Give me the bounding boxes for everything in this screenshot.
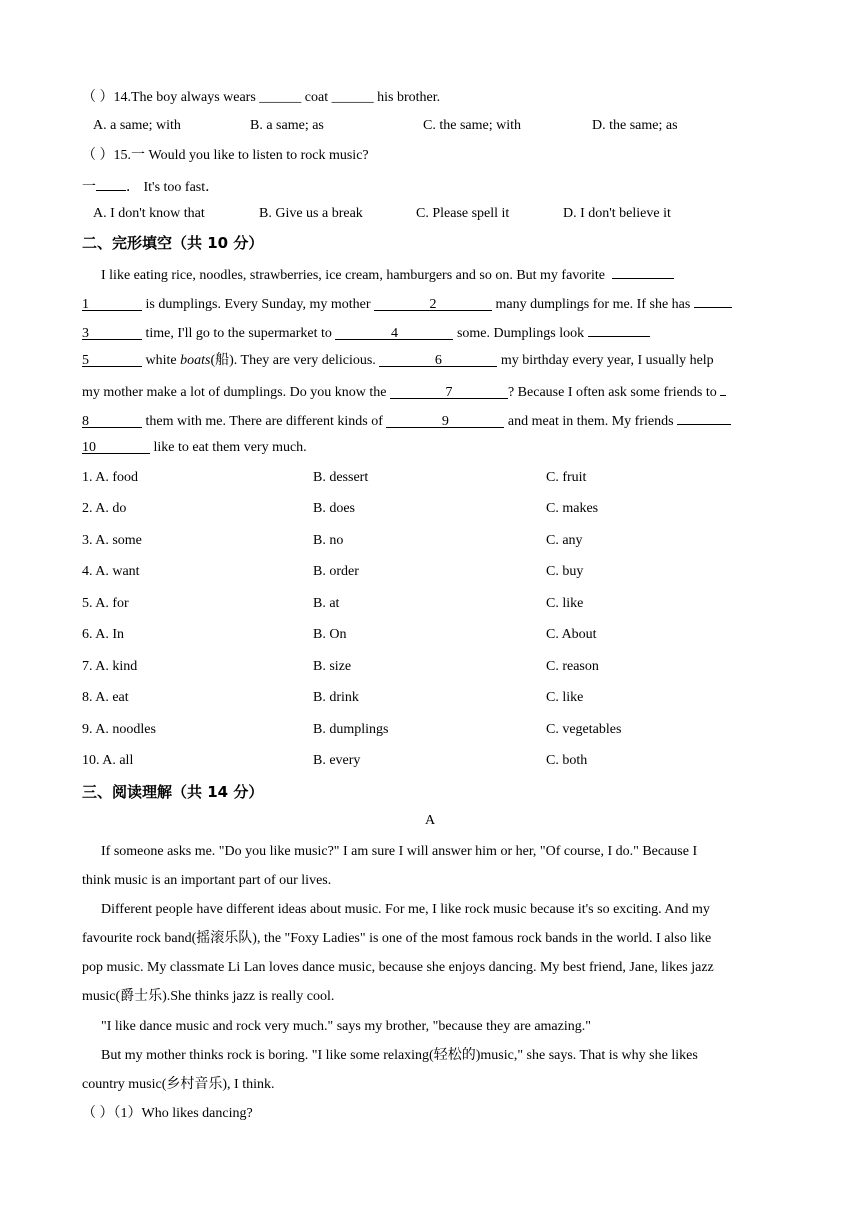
choice-c: C. both xyxy=(546,753,588,768)
choice-a: 4. A. want xyxy=(82,564,140,579)
answer-blank xyxy=(96,176,126,191)
passage-line-2: think music is an important part of our lives. xyxy=(82,873,332,888)
question-stem: 14.The boy always wears ______ coat ______ his brother. xyxy=(113,90,441,105)
choice-b: B. does xyxy=(313,501,355,516)
option-a: A. I don't know that xyxy=(93,206,205,221)
blank-10: 10 xyxy=(82,439,150,454)
option-b: B. a same; as xyxy=(250,118,324,133)
passage-label: A xyxy=(424,813,436,828)
choice-a: 7. A. kind xyxy=(82,659,138,674)
blank-5: 5 xyxy=(82,352,142,367)
question-15-reply xyxy=(82,176,219,197)
cloze-text: my mother make a lot of dumplings. Do you know the xyxy=(82,385,387,400)
cloze-line-2 xyxy=(82,293,732,314)
option-a: A. a same; with xyxy=(93,118,181,133)
choice-b: B. at xyxy=(313,596,340,611)
option-c: C. the same; with xyxy=(423,118,521,133)
choice-c: C. vegetables xyxy=(546,722,622,737)
choice-b: B. order xyxy=(313,564,359,579)
cloze-line-7 xyxy=(82,439,307,457)
section-3-title: 三、阅读理解（共 14 分） xyxy=(82,783,264,801)
blank-7: 7 xyxy=(390,384,508,399)
choice-b: B. every xyxy=(313,753,361,768)
cloze-line-6 xyxy=(82,410,731,431)
choice-c: C. reason xyxy=(546,659,599,674)
cloze-line-5 xyxy=(82,381,726,402)
passage-line-5: pop music. My classmate Li Lan loves dance music, because she enjoys dancing. My best friend, Jane, likes jazz xyxy=(82,960,714,975)
choice-row-9 xyxy=(82,722,782,740)
choice-c: C. makes xyxy=(546,501,599,516)
choice-b: B. no xyxy=(313,533,344,548)
choice-row-2 xyxy=(82,501,782,519)
section-2-title: 二、完形填空（共 10 分） xyxy=(82,234,264,252)
blank-8: 8 xyxy=(82,413,142,428)
answer-paren: （ ） xyxy=(82,1106,114,1121)
cloze-line-1 xyxy=(101,264,674,285)
cloze-text: is dumplings. Every Sunday, my mother xyxy=(145,297,371,312)
reading-question-1 xyxy=(82,1105,253,1123)
choice-c: C. fruit xyxy=(546,470,587,485)
choice-a: 10. A. all xyxy=(82,753,134,768)
choice-row-4 xyxy=(82,564,782,582)
choice-b: B. drink xyxy=(313,690,359,705)
choice-c: C. buy xyxy=(546,564,584,579)
reply-text: ． It's too fast． xyxy=(126,180,220,195)
cloze-blank xyxy=(694,293,732,308)
cloze-blank xyxy=(720,381,726,396)
blank-3: 3 xyxy=(82,325,142,340)
passage-line-6: music(爵士乐).She thinks jazz is really cool. xyxy=(82,989,335,1004)
reply-dash: 一 xyxy=(82,180,96,195)
choice-a: 5. A. for xyxy=(82,596,129,611)
question-stem: （1）Who likes dancing? xyxy=(113,1106,253,1121)
choice-a: 8. A. eat xyxy=(82,690,129,705)
cloze-text: them with me. There are different kinds of xyxy=(145,414,383,429)
cloze-line-4 xyxy=(82,352,714,370)
choice-row-3 xyxy=(82,533,782,551)
choice-row-1 xyxy=(82,470,782,488)
passage-line-1: If someone asks me. "Do you like music?" I am sure I will answer him or her, "Of course, I do." Because I xyxy=(101,844,698,859)
cloze-italic-word: boats xyxy=(180,353,211,368)
choice-row-5 xyxy=(82,596,782,614)
choice-b: B. dessert xyxy=(313,470,369,485)
answer-paren: （ ） xyxy=(82,90,114,105)
question-15 xyxy=(82,147,369,165)
cloze-text: (船). They are very delicious. xyxy=(210,353,376,368)
cloze-text: my birthday every year, I usually help xyxy=(500,353,714,368)
cloze-blank xyxy=(588,322,650,337)
choice-c: C. About xyxy=(546,627,597,642)
cloze-text: ? Because I often ask some friends to xyxy=(507,385,717,400)
blank-2: 2 xyxy=(374,296,492,311)
choice-b: B. size xyxy=(313,659,352,674)
passage-line-9: country music(乡村音乐), I think. xyxy=(82,1077,275,1092)
blank-4: 4 xyxy=(335,325,453,340)
choice-b: B. On xyxy=(313,627,347,642)
choice-a: 1. A. food xyxy=(82,470,138,485)
choice-row-7 xyxy=(82,659,782,677)
option-b: B. Give us a break xyxy=(259,206,363,221)
passage-line-3: Different people have different ideas about music. For me, I like rock music because it's so exciting. And my xyxy=(101,902,710,917)
choice-row-8 xyxy=(82,690,782,708)
question-14 xyxy=(82,89,440,107)
passage-line-8: But my mother thinks rock is boring. "I like some relaxing(轻松的)music," she says. That is why she likes xyxy=(101,1048,698,1063)
choice-a: 6. A. In xyxy=(82,627,124,642)
choice-row-6 xyxy=(82,627,782,645)
cloze-text: like to eat them very much. xyxy=(153,440,307,455)
question-14-options xyxy=(93,118,793,136)
cloze-text: and meat in them. My friends xyxy=(507,414,674,429)
choice-c: C. any xyxy=(546,533,583,548)
passage-line-7: "I like dance music and rock very much." says my brother, "because they are amazing." xyxy=(101,1019,591,1034)
cloze-blank xyxy=(677,410,731,425)
choice-b: B. dumplings xyxy=(313,722,389,737)
option-c: C. Please spell it xyxy=(416,206,510,221)
cloze-blank xyxy=(612,264,674,279)
cloze-text: white xyxy=(145,353,177,368)
blank-6: 6 xyxy=(379,352,497,367)
blank-1: 1 xyxy=(82,296,142,311)
cloze-text: some. Dumplings look xyxy=(456,326,585,341)
choice-a: 3. A. some xyxy=(82,533,142,548)
choice-c: C. like xyxy=(546,596,584,611)
cloze-text: I like eating rice, noodles, strawberries, ice cream, hamburgers and so on. But my favorite xyxy=(101,268,605,283)
passage-line-4: favourite rock band(摇滚乐队), the "Foxy Ladies" is one of the most famous rock bands in the world. I also like xyxy=(82,931,712,946)
choice-c: C. like xyxy=(546,690,584,705)
question-stem: 15.一 Would you like to listen to rock music? xyxy=(113,148,369,163)
cloze-text: many dumplings for me. If she has xyxy=(495,297,691,312)
choice-a: 9. A. noodles xyxy=(82,722,156,737)
choice-row-10 xyxy=(82,753,782,771)
cloze-line-3 xyxy=(82,322,650,343)
option-d: D. I don't believe it xyxy=(563,206,671,221)
option-d: D. the same; as xyxy=(592,118,678,133)
cloze-text: time, I'll go to the supermarket to xyxy=(145,326,332,341)
question-15-options xyxy=(93,206,793,224)
blank-9: 9 xyxy=(386,413,504,428)
answer-paren: （ ） xyxy=(82,148,114,163)
choice-a: 2. A. do xyxy=(82,501,127,516)
